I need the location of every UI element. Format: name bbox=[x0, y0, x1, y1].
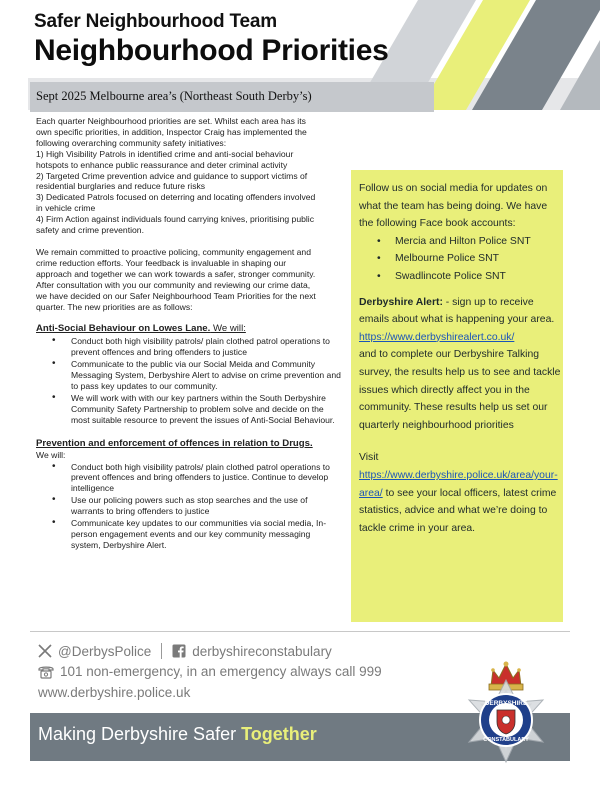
telephone-icon bbox=[38, 665, 54, 679]
your-area-link[interactable]: https://www.derbyshire.police.uk/area/your-area/ bbox=[359, 469, 558, 499]
header-team-name: Safer Neighbourhood Team bbox=[34, 11, 277, 32]
intro-line: in vehicle crime bbox=[36, 203, 96, 214]
intro-line: crime reduction efforts. Your feedback is invaluable in shaping our bbox=[36, 257, 287, 268]
priority-section-asb bbox=[36, 323, 342, 425]
priority-lead-text: We will: bbox=[36, 449, 66, 460]
intro-line: 1) High Visibility Patrols in identified crime and anti-social behaviour bbox=[36, 148, 294, 159]
list-item: • Communicate key updates to our communities via social media, In-person engagement events and our key community messaging system, Derbyshire Alert. bbox=[36, 518, 342, 551]
footer-social-row bbox=[38, 643, 332, 659]
intro-paragraph-2 bbox=[36, 247, 342, 312]
page-title: Neighbourhood Priorities bbox=[34, 34, 389, 67]
facebook-icon bbox=[172, 644, 186, 658]
intro-line: hotspots to enhance public reassurance and deter criminal activity bbox=[36, 159, 288, 170]
subheading-date-area: Sept 2025 Melbourne area’s (Northeast South Derby’s) bbox=[36, 89, 312, 103]
facebook-handle[interactable]: derbyshireconstabulary bbox=[192, 643, 332, 659]
twitter-handle[interactable]: @DerbysPolice bbox=[58, 643, 152, 659]
list-item: • Conduct both high visibility patrols/ plain clothed patrol operations to prevent offences and bring offenders to justice bbox=[36, 336, 342, 358]
visit-text: to see your local officers, latest crime statistics, advice and what we’re doing to tackle crime in your area. bbox=[359, 487, 557, 534]
intro-line: 2) Targeted Crime prevention advice and guidance to support victims of bbox=[36, 170, 308, 181]
priority-heading-suffix: We will: bbox=[210, 323, 246, 335]
priority-section-drugs bbox=[36, 438, 342, 551]
intro-line: own specific priorities, in addition, Inspector Craig has implemented the bbox=[36, 126, 307, 137]
alert-label: Derbyshire Alert: bbox=[359, 296, 443, 308]
list-item: • We will work with with our key partners within the South Derbyshire Community Safety Partnership to problem solve and decide on the most suitable resource to prevent the issues of Anti-Social Behaviour. bbox=[36, 393, 342, 426]
intro-line: 4) Firm Action against individuals found carrying knives, prioritising public bbox=[36, 214, 314, 225]
visit-label: Visit bbox=[359, 452, 379, 464]
intro-line: quarter. The new priorities are as follows: bbox=[36, 301, 193, 312]
tagline-main: Making Derbyshire Safer bbox=[38, 724, 242, 744]
list-item: • Use our policing powers such as stop searches and the use of warrants to bring offenders to justice bbox=[36, 495, 342, 517]
facebook-accounts-list bbox=[359, 233, 561, 286]
priority-heading-text: Anti-Social Behaviour on Lowes Lane. bbox=[36, 323, 211, 335]
intro-line: residential burglaries and reduce future risks bbox=[36, 181, 206, 192]
footer-phone-row bbox=[38, 664, 382, 679]
alert-paragraph bbox=[359, 294, 561, 329]
intro-line: safety and crime prevention. bbox=[36, 225, 144, 236]
alert-survey-text: and to complete our Derbyshire Talking survey, the results help us to see and tackle issues which directly affect you in the community. These results help us set our quarterly neighbourhood priorities bbox=[359, 349, 561, 431]
social-intro-text: Follow us on social media for updates on what the team has being doing. We have the following Face book accounts: bbox=[359, 183, 548, 230]
footer-divider bbox=[30, 631, 570, 632]
crest-top-text: DERBYSHIRE bbox=[484, 700, 528, 707]
list-item: • Communicate to the public via our Social Meida and Community Messaging System, Derbyshire Alert to advise on crime prevention and to pass key updates to our community. bbox=[36, 359, 342, 392]
priority-heading bbox=[36, 323, 342, 335]
intro-paragraph-1 bbox=[36, 116, 342, 236]
info-sidebar bbox=[359, 180, 561, 537]
tagline-highlight: Together bbox=[241, 724, 317, 744]
intro-line: approach and together we can work towards a safer, stronger community. bbox=[36, 268, 316, 279]
alert-text: - sign up to receive emails about what is happening your area. bbox=[359, 296, 555, 326]
tagline bbox=[38, 724, 317, 745]
list-item: • Conduct both high visibility patrols/ plain clothed patrol operations to prevent offences and bring offenders to justice. Continue to develop intelligence bbox=[36, 462, 342, 495]
priority-bullet-list bbox=[36, 462, 342, 551]
intro-line: we have decided on our Safer Neighbourhood Team Priorities for the next bbox=[36, 290, 316, 301]
phone-text: 101 non-emergency, in an emergency always call 999 bbox=[60, 664, 382, 679]
priority-bullet-list bbox=[36, 336, 342, 425]
main-content-column bbox=[36, 116, 342, 552]
x-twitter-icon bbox=[38, 644, 52, 658]
intro-line: Each quarter Neighbourhood priorities are set. Whilst each area has its bbox=[36, 116, 306, 126]
list-item: • Mercia and Hilton Police SNT bbox=[359, 233, 561, 251]
intro-line: We remain committed to proactive policing, community engagement and bbox=[36, 246, 311, 257]
footer-separator bbox=[161, 643, 162, 659]
visit-paragraph bbox=[359, 467, 561, 537]
list-item: • Swadlincote Police SNT bbox=[359, 268, 561, 286]
intro-line: 3) Dedicated Patrols focused on deterring and locating offenders involved bbox=[36, 192, 316, 203]
intro-line: following overarching community safety initiatives: bbox=[36, 137, 227, 148]
priority-heading: Prevention and enforcement of offences in relation to Drugs. bbox=[36, 437, 313, 449]
crest-bottom-text: CONSTABULARY bbox=[483, 737, 529, 743]
footer-website[interactable]: www.derbyshire.police.uk bbox=[38, 685, 191, 700]
derbyshire-constabulary-crest-logo bbox=[447, 656, 565, 786]
derbyshire-alert-link[interactable]: https://www.derbyshirealert.co.uk/ bbox=[359, 331, 515, 343]
intro-line: After consultation with you our community and reviewing our crime data, bbox=[36, 279, 311, 290]
list-item: • Melbourne Police SNT bbox=[359, 250, 561, 268]
